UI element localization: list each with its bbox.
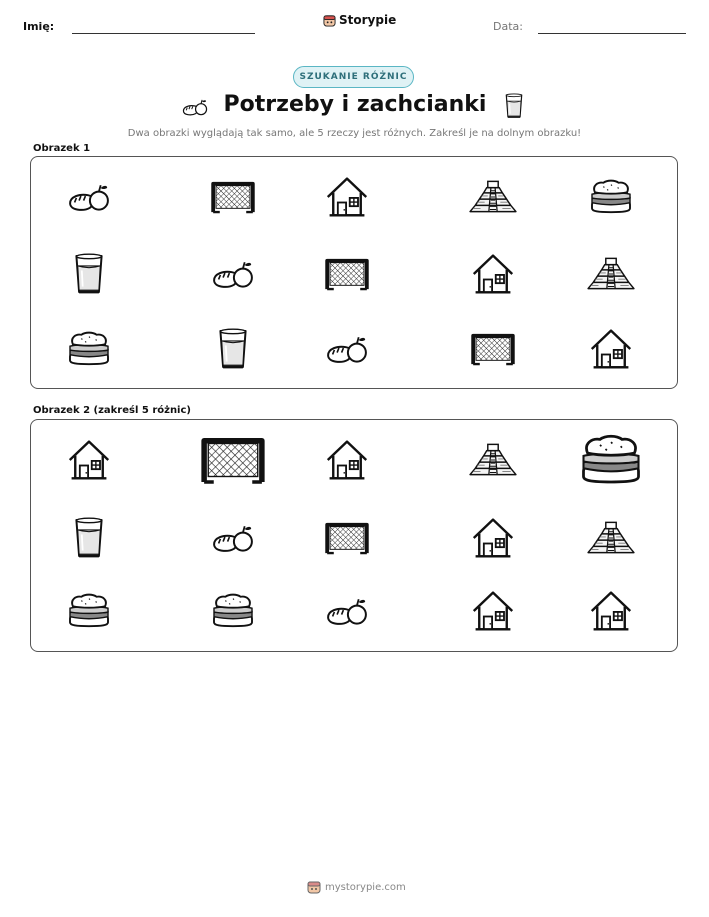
- bread-apple-icon: [67, 179, 111, 215]
- house-icon[interactable]: [589, 588, 633, 634]
- bread-apple-icon: [211, 256, 255, 292]
- pyramid-icon[interactable]: [468, 440, 518, 480]
- bread-apple-icon: [325, 331, 369, 367]
- pyramid-icon[interactable]: [586, 518, 636, 558]
- water-glass-icon: [71, 251, 107, 297]
- soccer-goal-icon: [324, 257, 370, 291]
- soccer-goal-icon[interactable]: [200, 435, 266, 485]
- sandwich-icon: [66, 330, 112, 368]
- brand-name: Storypie: [339, 13, 397, 27]
- name-label: Imię:: [23, 20, 55, 33]
- footer: [307, 880, 406, 894]
- water-glass-icon: [503, 91, 525, 121]
- activity-badge: SZUKANIE RÓŻNIC: [293, 66, 414, 88]
- water-glass-icon: [215, 326, 251, 372]
- house-icon[interactable]: [471, 516, 515, 560]
- house-icon: [471, 252, 515, 296]
- name-field[interactable]: [72, 33, 255, 34]
- picture-2-label: Obrazek 2 (zakreśl 5 różnic): [33, 405, 191, 416]
- sandwich-icon: [588, 178, 634, 216]
- pyramid-icon: [468, 177, 518, 217]
- instructions: Dwa obrazki wyglądają tak samo, ale 5 rzeczy jest różnych. Zakreśl je na dolnym obrazku!: [127, 128, 582, 139]
- sandwich-icon[interactable]: [210, 592, 256, 630]
- sandwich-icon[interactable]: [66, 592, 112, 630]
- soccer-goal-icon: [210, 180, 256, 214]
- house-icon[interactable]: [325, 438, 369, 482]
- soccer-goal-icon[interactable]: [324, 521, 370, 555]
- storypie-mascot-icon: [307, 880, 321, 894]
- page-title: Potrzeby i zachcianki: [223, 92, 487, 117]
- sandwich-icon[interactable]: [578, 431, 644, 489]
- house-icon: [325, 175, 369, 219]
- water-glass-icon[interactable]: [71, 515, 107, 561]
- date-field[interactable]: [538, 33, 686, 34]
- date-label: Data:: [493, 20, 523, 33]
- pyramid-icon: [586, 254, 636, 294]
- brand-logo: [323, 13, 396, 27]
- house-icon: [589, 327, 633, 371]
- bread-apple-icon[interactable]: [325, 593, 369, 629]
- bread-apple-icon: [180, 96, 210, 118]
- footer-url: mystorypie.com: [325, 881, 406, 893]
- house-icon[interactable]: [471, 588, 515, 634]
- soccer-goal-icon: [470, 332, 516, 366]
- storypie-mascot-icon: [323, 14, 336, 27]
- bread-apple-icon[interactable]: [211, 520, 255, 556]
- house-icon[interactable]: [67, 438, 111, 482]
- picture-1-label: Obrazek 1: [33, 143, 91, 154]
